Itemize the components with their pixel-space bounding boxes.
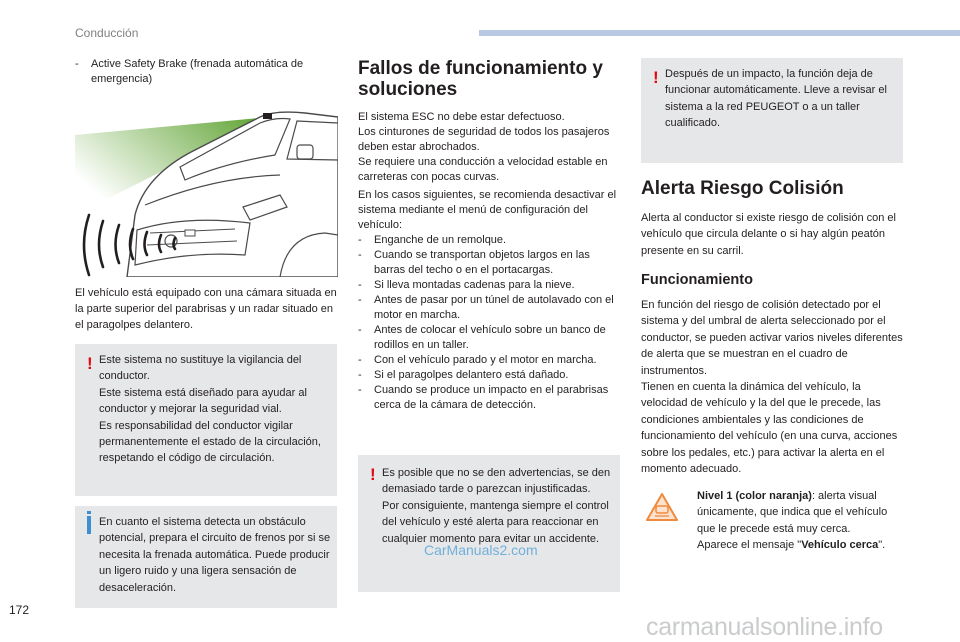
subsection-title-operation: Funcionamiento [641,272,753,288]
info-icon [87,516,91,534]
level-1-text: : alerta visual únicamente, que indica que el vehículo que le precede está muy cerca. [697,490,888,535]
operation-para-1: En función del riesgo de colisión detectado por el sistema y del umbral de alerta seleccionado por el conductor, se pueden activar varios niveles diferentes de alerta que se muestran en el cuadro de instrumentos. [641,299,903,377]
watermark: carmanualsonline.info [646,613,883,641]
collision-alert-intro: Alerta al conductor si existe riesgo de colisión con el vehículo que circula delante o si hay algún peatón presente en su carril. [641,212,896,257]
exclamation-warning-icon: ! [653,68,659,87]
header-bar [479,30,960,36]
case-item: - Antes de colocar el vehículo sobre un banco de rodillos en un taller. [358,324,606,351]
car-front-radar-illustration [75,95,338,277]
case-item: - Cuando se produce un impacto en el parabrisas cerca de la cámara de detección. [358,384,609,411]
section-title-faults: Fallos de funcionamiento y soluciones [358,58,603,100]
running-header: Conducción [75,26,139,40]
operation-text [641,297,905,477]
intro-line-1: El sistema ESC no debe estar defectuoso. [358,111,565,123]
case-item: - Cuando se transportan objetos largos en las barras del techo o en el portacargas. [358,249,590,276]
intro-line-2: Los cinturones de seguridad de todos los pasajeros deben estar abrochados. [358,126,610,153]
warning-line-2: Por consiguiente, mantenga siempre el control del vehículo y esté alerta para reaccionar en cualquier momento para evitar un accidente. [382,499,609,545]
warning-line-1: Es posible que no se den advertencias, se den demasiado tarde o parezcan injustificadas. [382,467,611,496]
bullet-text: Active Safety Brake (frenada automática de emergencia) [91,58,304,85]
warning-box-vigilance [75,344,337,496]
deactivate-recommendation [358,188,620,413]
warning-box-impact [641,58,903,163]
warning-box-alerts [358,455,620,592]
info-box-braking [75,506,337,608]
info-text: En cuanto el sistema detecta un obstáculo potencial, prepara el circuito de frenos por si se necesita la frenada automática. Puede producir un ligero ruido y una ligera sensación de desaceleración. [99,516,331,594]
faults-intro [358,110,620,185]
bullet-dash: - [75,58,79,70]
page-number: 172 [9,603,30,617]
watermark-small: CarManuals2.com [424,542,538,558]
impact-warning-text: Después de un impacto, la función deja de funcionar automáticamente. Lleve a revisar el sistema a la red PEUGEOT o a un taller cualificado. [665,68,887,130]
exclamation-warning-icon: ! [87,354,93,373]
level-1-message: Vehículo cerca [801,539,879,552]
case-item: - Antes de pasar por un túnel de autolavado con el motor en marcha. [358,294,614,321]
recommend-text: En los casos siguientes, se recomienda desactivar el sistema mediante el menú de configuración del vehículo: [358,189,617,231]
operation-para-2: Tienen en cuenta la dinámica del vehículo, la velocidad de vehículo y la del que le precede, las condiciones ambientales y las condiciones de funcionamiento del vehículo (en una curva, acciones sobre los pedales, etc.) para activar la alerta en el momento adecuado. [641,381,898,476]
warning-line-1: Este sistema no sustituye la vigilancia del conductor. [99,354,302,383]
case-item: - Enganche de un remolque. [358,234,507,246]
collision-alert-triangle-icon [645,492,679,522]
intro-line-3: Se requiere una conducción a velocidad estable en carreteras con pocas curvas. [358,156,608,183]
case-item: - Con el vehículo parado y el motor en marcha. [358,354,597,366]
equipment-description: El vehículo está equipado con una cámara situada en la parte superior del parabrisas y un radar situado en el paragolpes delantero. [75,287,337,331]
case-item: - Si el paragolpes delantero está dañado. [358,369,569,381]
section-title-collision-alert: Alerta Riesgo Colisión [641,178,844,199]
warning-line-2: Este sistema está diseñado para ayudar al conductor y mejorar la seguridad vial. [99,386,307,416]
exclamation-warning-icon: ! [370,465,376,484]
level-1-description: Nivel 1 (color naranja): alerta visual únicamente, que indica que el vehículo que le precede está muy cerca. Aparece el mensaje "Vehículo cerca". [697,490,888,552]
feature-bullet [75,57,351,87]
warning-line-3: Es responsabilidad del conductor vigilar permanentemente el estado de la circulación, respetando el código de circulación. [99,419,321,465]
level-1-label: Nivel 1 (color naranja) [697,490,812,502]
case-item: - Si lleva montadas cadenas para la nieve. [358,279,575,291]
